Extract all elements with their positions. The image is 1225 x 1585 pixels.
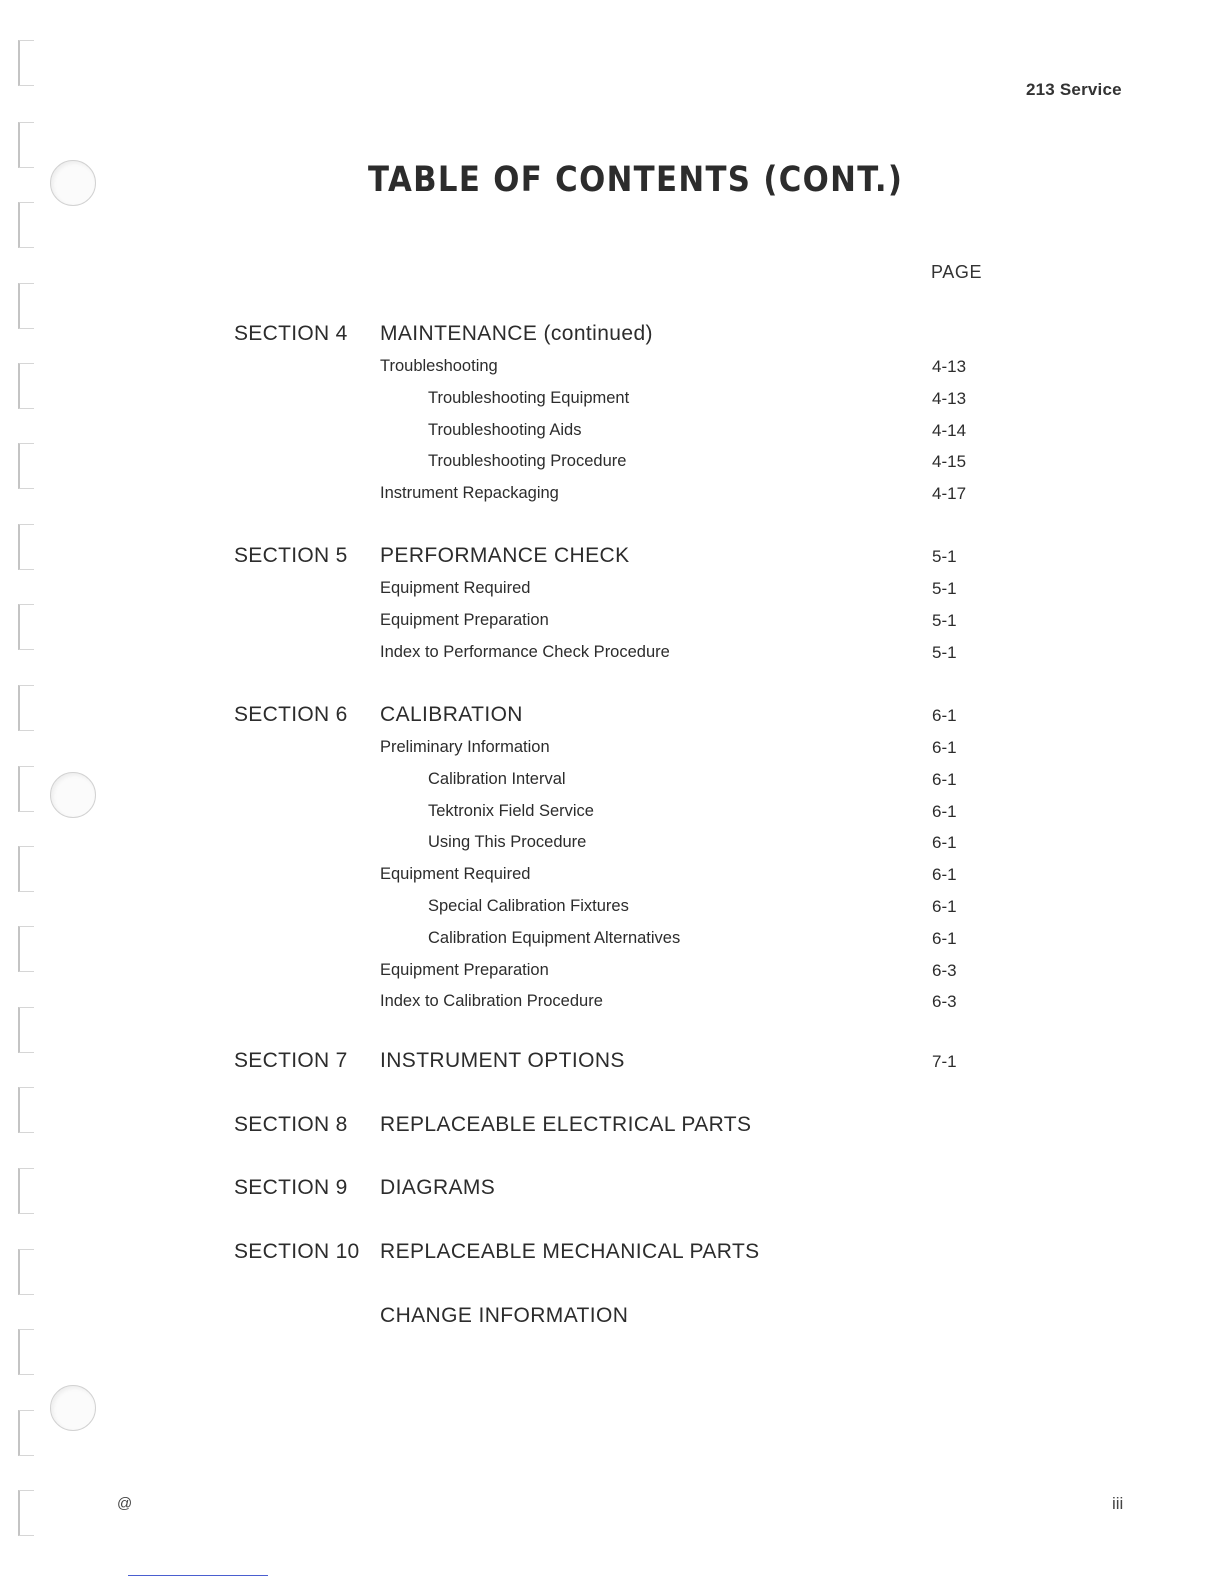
section-title[interactable]: CALIBRATION (380, 703, 523, 726)
toc-entry[interactable] (0, 738, 1225, 768)
toc-entry[interactable] (0, 770, 1225, 800)
section-label: SECTION 9 (234, 1176, 348, 1199)
section-title[interactable]: DIAGRAMS (380, 1176, 496, 1199)
entry-title: Equipment Required (380, 579, 531, 597)
section-page-number: 5-1 (932, 547, 957, 566)
entry-page-number: 6-1 (932, 769, 957, 789)
toc-entry[interactable] (0, 833, 1225, 863)
entry-page-number: 4-15 (932, 452, 967, 472)
page-number: iii (1112, 1494, 1124, 1513)
toc-entry[interactable] (0, 643, 1225, 673)
entry-title: Tektronix Field Service (428, 801, 594, 820)
section-label: SECTION 5 (234, 544, 348, 567)
entry-title: Index to Calibration Procedure (380, 992, 603, 1011)
header-service-label: 213 Service (1026, 80, 1122, 99)
entry-page-number: 5-1 (932, 642, 957, 662)
entry-title: Equipment Preparation (380, 960, 549, 979)
binder-tab (18, 1329, 34, 1375)
entry-page-number: 6-1 (932, 833, 957, 853)
binder-tab (18, 283, 34, 329)
entry-title: Calibration Interval (428, 769, 566, 788)
toc-entry[interactable] (0, 865, 1225, 895)
binder-tab (18, 1168, 34, 1214)
binder-tab (18, 685, 34, 731)
page-title: TABLE OF CONTENTS (CONT.) (368, 160, 904, 200)
section-page-number: 7-1 (932, 1052, 957, 1071)
entry-title: Troubleshooting Equipment (428, 388, 630, 407)
entry-title: Troubleshooting Aids (428, 420, 582, 439)
section-label: SECTION 10 (234, 1240, 360, 1263)
toc-entry[interactable] (0, 611, 1225, 641)
scan-edge-line (128, 1575, 268, 1576)
toc-entry[interactable] (0, 802, 1225, 832)
entry-page-number: 6-1 (932, 928, 957, 948)
entry-page-number: 4-13 (932, 388, 967, 408)
entry-title: Calibration Equipment Alternatives (428, 928, 681, 947)
punch-hole (50, 1385, 96, 1431)
entry-page-number: 6-3 (932, 960, 957, 980)
entry-title: Instrument Repackaging (380, 484, 559, 503)
section-label: SECTION 6 (234, 703, 348, 726)
toc-entry[interactable] (0, 484, 1225, 514)
section-title[interactable]: CHANGE INFORMATION (380, 1304, 629, 1327)
entry-page-number: 6-1 (932, 865, 957, 885)
entry-title: Special Calibration Fixtures (428, 897, 629, 915)
section-title[interactable]: REPLACEABLE MECHANICAL PARTS (380, 1240, 760, 1263)
binder-tab (18, 122, 34, 168)
toc-entry[interactable] (0, 992, 1225, 1022)
toc-entry[interactable] (0, 389, 1225, 419)
section-label: SECTION 8 (234, 1113, 348, 1136)
entry-page-number: 6-1 (932, 801, 957, 821)
section-page-number: 6-1 (932, 706, 957, 725)
page-column-header: PAGE (931, 262, 983, 282)
section-title[interactable]: MAINTENANCE (continued) (380, 322, 653, 345)
entry-page-number: 4-17 (932, 484, 967, 504)
entry-title: Using This Procedure (428, 833, 587, 852)
entry-title: Equipment Required (380, 865, 531, 884)
section-label: SECTION 4 (234, 322, 348, 345)
section-title[interactable]: PERFORMANCE CHECK (380, 544, 630, 567)
entry-title: Index to Performance Check Procedure (380, 642, 670, 661)
toc-entry[interactable] (0, 929, 1225, 959)
binder-tab (18, 202, 34, 248)
entry-title: Troubleshooting (380, 357, 498, 375)
entry-page-number: 5-1 (932, 610, 957, 630)
punch-hole (50, 160, 96, 206)
entry-title: Troubleshooting Procedure (428, 452, 627, 471)
entry-page-number: 6-1 (932, 738, 957, 757)
entry-title: Equipment Preparation (380, 610, 549, 629)
binder-tab (18, 1490, 34, 1536)
binder-tab (18, 1410, 34, 1456)
entry-page-number: 4-13 (932, 357, 967, 376)
toc-entry[interactable] (0, 357, 1225, 387)
binder-tab (18, 1249, 34, 1295)
binder-tab (18, 524, 34, 570)
toc-entry[interactable] (0, 421, 1225, 451)
section-title[interactable]: INSTRUMENT OPTIONS (380, 1049, 625, 1072)
binder-tab (18, 1087, 34, 1133)
entry-page-number: 4-14 (932, 420, 967, 440)
binder-tab (18, 40, 34, 86)
toc-entry[interactable] (0, 897, 1225, 927)
entry-page-number: 6-1 (932, 897, 957, 916)
toc-entry[interactable] (0, 579, 1225, 609)
entry-page-number: 5-1 (932, 579, 957, 598)
entry-page-number: 6-3 (932, 992, 957, 1012)
toc-entry[interactable] (0, 452, 1225, 482)
entry-title: Preliminary Information (380, 738, 550, 756)
copyright-mark: @ (117, 1495, 133, 1512)
section-title[interactable]: REPLACEABLE ELECTRICAL PARTS (380, 1113, 752, 1136)
section-label: SECTION 7 (234, 1049, 348, 1072)
toc-entry[interactable] (0, 961, 1225, 991)
